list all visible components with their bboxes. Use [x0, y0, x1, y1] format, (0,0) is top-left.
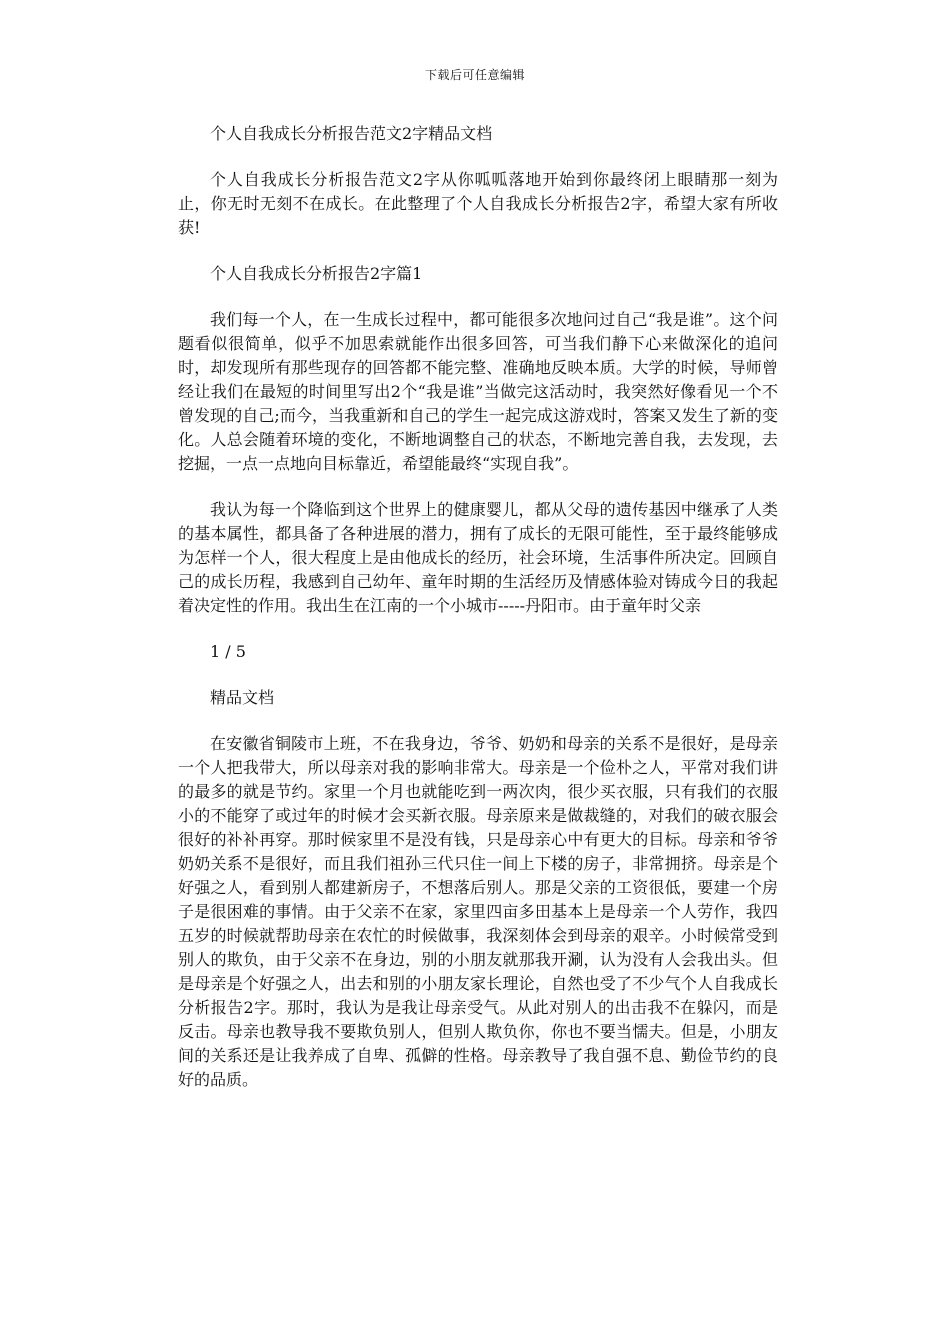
- body-paragraph-1: 我们每一个人，在一生成长过程中，都可能很多次地问过自己“我是谁”。这个问题看似很简单，似乎不加思索就能作出很多回答，可当我们静下心来做深化的追问时，却发现所有那些现存的回答都不能完整、准确地反映本质。大学的时候，导师曾经让我们在最短的时间里写出2个“我是谁”当做完这活动时，我突然好像看见一个不曾发现的自己;而今，当我重新和自己的学生一起完成这游戏时，答案又发生了新的变化。人总会随着环境的变化，不断地调整自己的状态，不断地完善自我，去发现，去挖掘，一点一点地向目标靠近，希望能最终“实现自我”。: [178, 310, 778, 473]
- body-paragraph-2: 我认为每一个降临到这个世界上的健康婴儿，都从父母的遗传基因中继承了人类的基本属性，都具备了各种进展的潜力，拥有了成长的无限可能性，至于最终能够成为怎样一个人，很大程度上是由他成长的经历，社会环境，生活事件所决定。回顾自己的成长历程，我感到自己幼年、童年时期的生活经历及情感体验对铸成今日的我起着决定性的作用。我出生在江南的一个小城市-----丹阳市。由于童年时父亲: [178, 500, 778, 615]
- footer-label: 精品文档: [210, 688, 275, 707]
- section-heading: 个人自我成长分析报告2字篇1: [210, 264, 423, 283]
- document-title: 个人自我成长分析报告范文2字精品文档: [210, 124, 493, 143]
- intro-paragraph: 个人自我成长分析报告范文2字从你呱呱落地开始到你最终闭上眼睛那一刻为止，你无时无刻不在成长。在此整理了个人自我成长分析报告2字，希望大家有所收获!: [178, 170, 778, 237]
- page-header-label: 下载后可任意编辑: [424, 68, 525, 82]
- document-body: [178, 122, 778, 1092]
- page-number: 1 / 5: [210, 642, 246, 661]
- body-paragraph-3: 在安徽省铜陵市上班，不在我身边，爷爷、奶奶和母亲的关系不是很好，是母亲一个人把我带大，所以母亲对我的影响非常大。母亲是一个俭朴之人，平常对我们讲的最多的就是节约。家里一个月也就能吃到一两次肉，很少买衣服，只有我们的衣服小的不能穿了或过年的时候才会买新衣服。母亲原来是做裁缝的，对我们的破衣服会很好的补补再穿。那时候家里不是没有钱，只是母亲心中有更大的目标。母亲和爷爷奶奶关系不是很好，而且我们祖孙三代只住一间上下楼的房子，非常拥挤。母亲是个好强之人，看到别人都建新房子，不想落后别人。那是父亲的工资很低，要建一个房子是很困难的事情。由于父亲不在家，家里四亩多田基本上是母亲一个人劳作，我四五岁的时候就帮助母亲在农忙的时候做事，我深刻体会到母亲的艰辛。小时候常受到别人的欺负，由于父亲不在身边，别的小朋友就那我开涮，认为没有人会我出头。但是母亲是个好强之人，出去和别的小朋友家长理论，自然也受了不少气个人自我成长分析报告2字。那时，我认为是我让母亲受气。从此对别人的出击我不在躲闪，而是反击。母亲也教导我不要欺负别人，但别人欺负你，你也不要当懦夫。但是，小朋友间的关系还是让我养成了自卑、孤僻的性格。母亲教导了我自强不息、勤俭节约的良好的品质。: [178, 734, 778, 1089]
